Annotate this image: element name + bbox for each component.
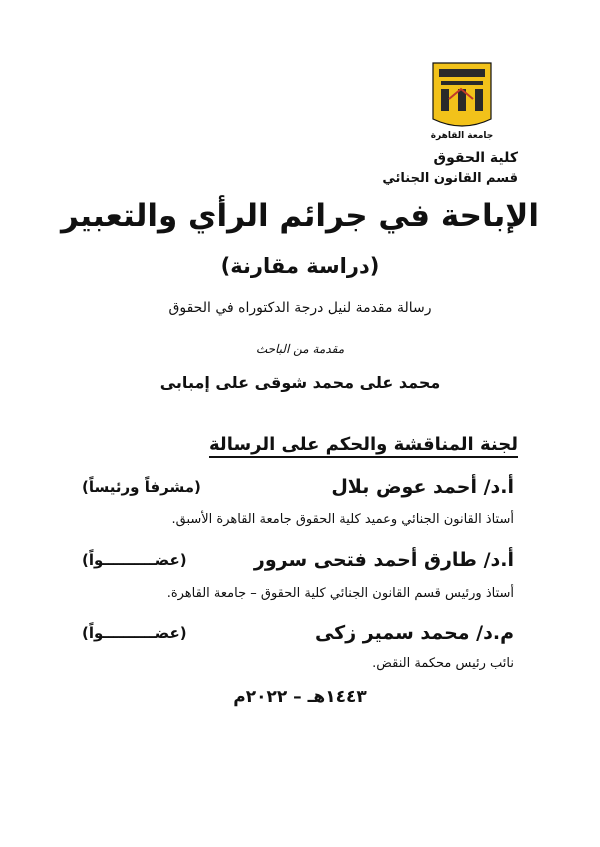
committee-member-name: م.د/ محمد سمير زكى <box>314 622 514 644</box>
committee-member-role: (عضــــــــــواً) <box>82 624 187 642</box>
committee-member-name: أ.د/ طارق أحمد فتحى سرور <box>253 549 514 571</box>
committee-member-name: أ.د/ أحمد عوض بلال <box>331 476 514 498</box>
presented-by-label: مقدمة من الباحث <box>255 342 345 356</box>
committee-member-description: أستاذ ورئيس قسم القانون الجنائي كلية الحقوق – جامعة القاهرة. <box>166 586 514 601</box>
logo-text: جامعة القاهرة <box>430 131 494 141</box>
committee-member-description: أستاذ القانون الجنائي وعميد كلية الحقوق جامعة القاهرة الأسبق. <box>171 512 514 527</box>
thesis-date: ١٤٤٣هـ – ٢٠٢٢م <box>233 687 367 707</box>
faculty-name: كلية الحقوق <box>433 150 518 166</box>
department-name: قسم القانون الجنائي <box>382 171 518 186</box>
committee-member-role: (مشرفاً ورئيساً) <box>82 478 201 496</box>
committee-heading: لجنة المناقشة والحكم على الرسالة <box>209 434 518 458</box>
researcher-name: محمد على محمد شوقى على إمبابى <box>159 373 441 392</box>
thesis-title: الإباحة في جرائم الرأي والتعبير <box>60 198 540 234</box>
committee-member-description: نائب رئيس محكمة النقض. <box>372 656 514 671</box>
university-logo <box>429 59 495 143</box>
thesis-subtitle: (دراسة مقارنة) <box>220 254 380 278</box>
thesis-purpose: رسالة مقدمة لنيل درجة الدكتوراه في الحقوق <box>168 300 432 316</box>
committee-member-role: (عضــــــــــواً) <box>82 551 187 569</box>
